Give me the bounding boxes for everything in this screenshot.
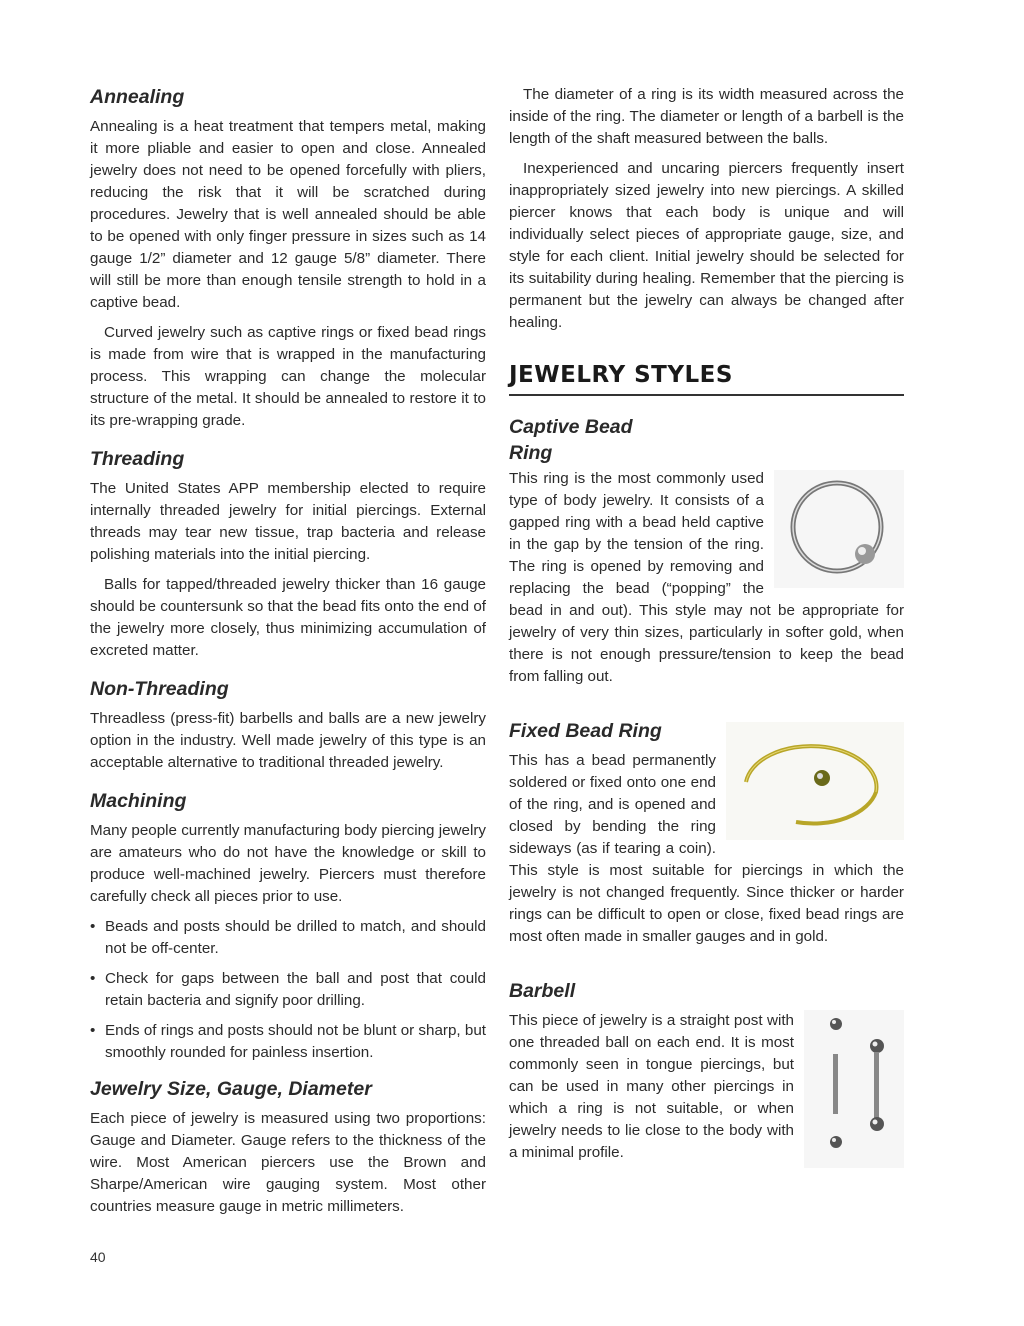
captive-bead-heading-line-2: Ring	[509, 442, 553, 464]
page-number: 40	[90, 1249, 106, 1265]
list-item	[90, 916, 486, 960]
captive-bead-heading-line-1: Captive Bead	[509, 416, 633, 438]
captive-bead-ring-image	[774, 470, 904, 593]
captive-bead-ring-icon	[774, 470, 904, 588]
threading-paragraph-1: The United States APP membership elected to require internally threaded jewelry for initial piercings. External threads may tear new tissue, trap bacteria and release polishing materials into the initial piercing.	[90, 480, 486, 563]
list-item-text: Beads and posts should be drilled to match, and should not be off-center.	[105, 918, 486, 957]
bullet-icon: •	[90, 1022, 96, 1039]
annealing-paragraph-2: Curved jewelry such as captive rings or fixed bead rings is made from wire that is wrapped in the manufacturing process. This wrapping can change the molecular structure of the metal. It should be annealed to restore it to its pre-wrapping grade.	[90, 324, 486, 429]
non-threading-paragraph: Threadless (press-fit) barbells and balls are a new jewelry option in the industry. Well made jewelry of this type is an acceptable alternative to traditional threaded jewelry.	[90, 710, 486, 771]
bullet-icon: •	[90, 970, 96, 987]
list-item	[90, 1020, 486, 1064]
diameter-paragraph-2: Inexperienced and uncaring piercers frequently insert inappropriately sized jewelry into new piercings. A skilled piercer knows that each body is unique and will individually select pieces of appropriate gauge, size, and style for each client. Initial jewelry should be selected for its suitability during healing. Remember that the piercing is permanent but the jewelry can always be changed after healing.	[509, 160, 904, 331]
non-threading-heading: Non-Threading	[90, 678, 229, 700]
fixed-bead-heading: Fixed Bead Ring	[509, 720, 662, 742]
jewelry-size-heading: Jewelry Size, Gauge, Diameter	[90, 1078, 372, 1100]
jewelry-size-paragraph: Each piece of jewelry is measured using two proportions: Gauge and Diameter. Gauge refers to the thickness of the wire. Most American piercers use the Brown and Sharpe/American wire gauging system. Most other countries measure gauge in metric millimeters.	[90, 1110, 486, 1215]
fixed-bead-ring-image	[726, 722, 904, 845]
barbell-icon	[804, 1010, 904, 1168]
barbell-paragraph: This piece of jewelry is a straight post with one threaded ball on each end. It is most commonly seen in tongue piercings, but can be used in many other piercings in which a ring is not suitable, or when jewelry needs to lie close to the body with a minimal profile.	[509, 1012, 794, 1161]
machining-paragraph: Many people currently manufacturing body piercing jewelry are amateurs who do not have the knowledge or skill to produce well-machined jewelry. Piercers must therefore carefully check all pieces prior to use.	[90, 822, 486, 905]
barbell-heading: Barbell	[509, 980, 576, 1002]
captive-bead-paragraph: This ring is the most commonly used type of body jewelry. It consists of a gapped ring with a bead held captive in the gap by the tension of the ring. The ring is opened by removing and replacing the bead (“popping” the bead in and out). This style may not be appropriate for jewelry of very thin sizes, particularly in softer gold, when there is not enough pressure/tension to keep the bead from falling out.	[509, 470, 904, 685]
list-item	[90, 968, 486, 1012]
barbell-image	[804, 1010, 904, 1173]
threading-heading: Threading	[90, 448, 185, 470]
bullet-icon: •	[90, 918, 96, 935]
list-item-text: Check for gaps between the ball and post that could retain bacteria and signify poor drilling.	[105, 970, 486, 1009]
fixed-bead-paragraph: This has a bead permanently soldered or fixed onto one end of the ring, and is opened and closed by bending the ring sideways (as if tearing a coin). This style is most suitable for piercings in which the jewelry is not changed frequently. Since thicker or harder rings can be difficult to open or close, fixed bead rings are most often made in smaller gauges and in gold.	[509, 752, 904, 945]
list-item-text: Ends of rings and posts should not be blunt or sharp, but smoothly rounded for painless insertion.	[105, 1022, 486, 1061]
annealing-heading: Annealing	[90, 86, 185, 108]
jewelry-styles-title: JEWELRY STYLES	[509, 360, 904, 396]
diameter-paragraph-1: The diameter of a ring is its width measured across the inside of the ring. The diameter or length of a barbell is the length of the shaft measured between the balls.	[509, 86, 904, 147]
fixed-bead-ring-icon	[726, 722, 904, 840]
machining-bullet-list	[90, 916, 486, 1064]
right-column	[509, 84, 904, 1173]
threading-paragraph-2: Balls for tapped/threaded jewelry thicker than 16 gauge should be countersunk so that the bead fits onto the end of the jewelry more closely, thus minimizing accumulation of excreted matter.	[90, 576, 486, 659]
captive-bead-heading	[509, 414, 904, 466]
left-column	[90, 84, 486, 1226]
annealing-paragraph-1: Annealing is a heat treatment that tempers metal, making it more pliable and easier to open and close. Annealed jewelry does not need to be opened forcefully with pliers, reducing the risk that it will be scratched during procedures. Jewelry that is well annealed should be able to be opened with only finger pressure in sizes such as 14 gauge 1/2” diameter and 12 gauge 5/8” diameter. There will still be more than enough tensile strength to hold in a captive bead.	[90, 118, 486, 311]
machining-heading: Machining	[90, 790, 187, 812]
